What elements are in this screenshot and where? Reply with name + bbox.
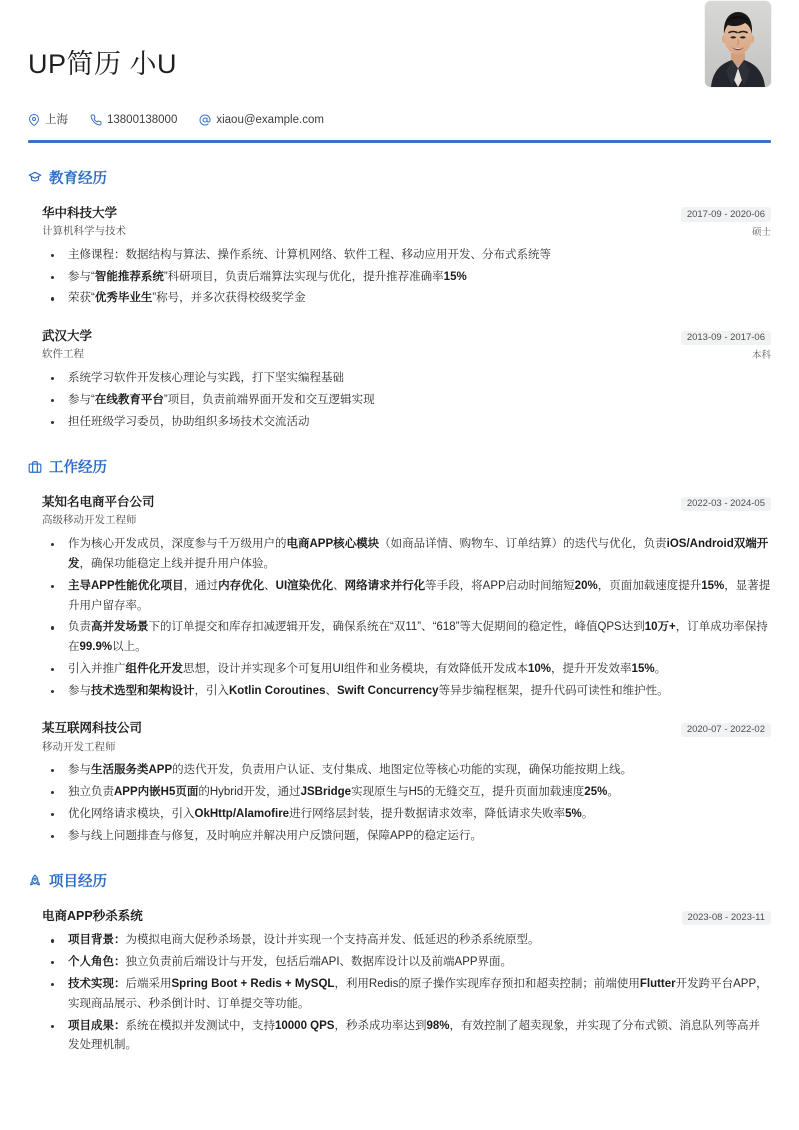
section-header-education [28, 167, 771, 188]
entry-identity [42, 907, 670, 925]
contact-location-text: 上海 [45, 113, 68, 126]
section-education [28, 167, 771, 432]
bullet-list [42, 369, 771, 432]
entry-header [42, 327, 771, 363]
bullet-item: 项目成果：系统在模拟并发测试中，支持10000 QPS，秒杀成功率达到98%，有效控制了超卖现象，并实现了分布式锁、消息队列等高并发处理机制。 [42, 1017, 771, 1057]
section-header-work [28, 456, 771, 477]
entry-identity [42, 493, 669, 529]
entry-organization: 武汉大学 [42, 329, 93, 344]
entry-role: 计算机科学与技术 [42, 225, 126, 238]
entry-meta [669, 719, 771, 737]
entry-role: 软件工程 [42, 348, 84, 361]
date-badge: 2020-07 - 2022-02 [681, 723, 771, 738]
entry-role: 移动开发工程师 [42, 740, 116, 753]
entry-organization: 华中科技大学 [42, 205, 118, 220]
contact-row [28, 114, 771, 126]
date-badge: 2013-09 - 2017-06 [681, 331, 771, 346]
entry-organization: 某知名电商平台公司 [42, 495, 155, 510]
contact-phone [90, 114, 177, 126]
bullet-item: 参与线上问题排查与修复，及时响应并解决用户反馈问题，保障APP的稳定运行。 [42, 827, 771, 847]
rocket-icon [28, 874, 42, 888]
bullet-list [42, 535, 771, 701]
entry-work-1 [28, 719, 771, 846]
bullet-item: 个人角色：独立负责前后端设计与开发，包括后端API、数据库设计以及前端APP界面。 [42, 953, 771, 973]
contact-email-text: xiaou@example.com [216, 113, 324, 126]
phone-icon [90, 114, 102, 126]
bullet-list [42, 761, 771, 846]
avatar [705, 1, 771, 87]
entry-identity [42, 204, 669, 240]
resume-sections [28, 167, 771, 1056]
entry-work-0 [28, 493, 771, 701]
date-badge: 2023-08 - 2023-11 [682, 911, 771, 926]
section-title: 项目经历 [49, 874, 107, 891]
entry-projects-0 [28, 907, 771, 1056]
entry-meta [669, 493, 771, 511]
contact-location [28, 114, 68, 126]
bullet-list [42, 246, 771, 309]
section-title: 教育经历 [49, 170, 107, 187]
degree-label: 本科 [751, 350, 771, 362]
entry-role: 高级移动开发工程师 [42, 514, 137, 527]
briefcase-icon [28, 460, 42, 474]
contact-email [199, 114, 324, 126]
bullet-item: 独立负责APP内嵌H5页面的Hybrid开发，通过JSBridge实现原生与H5的无缝交互，提升页面加载速度25%。 [42, 783, 771, 803]
bullet-item: 参与“智能推荐系统”科研项目，负责后端算法实现与优化，提升推荐准确率15% [42, 268, 771, 288]
contact-phone-text: 13800138000 [107, 113, 178, 126]
email-at-icon [199, 114, 211, 126]
entry-identity [42, 327, 669, 363]
resume-header [28, 0, 771, 143]
entry-education-1 [28, 327, 771, 432]
section-title: 工作经历 [49, 460, 107, 477]
bullet-item: 主导APP性能优化项目，通过内存优化、UI渲染优化、网络请求并行化等手段，将APP启动时间缩短20%，页面加载速度提升15%，显著提升用户留存率。 [42, 577, 771, 617]
entry-organization: 某互联网科技公司 [42, 721, 143, 736]
bullet-item: 系统学习软件开发核心理论与实践，打下坚实编程基础 [42, 369, 771, 389]
section-work [28, 456, 771, 846]
entry-organization: 电商APP秒杀系统 [42, 909, 143, 924]
bullet-item: 荣获“优秀毕业生”称号，并多次获得校级奖学金 [42, 289, 771, 309]
date-badge: 2022-03 - 2024-05 [681, 497, 771, 512]
bullet-item: 参与技术选型和架构设计，引入Kotlin Coroutines、Swift Concurrency等异步编程框架，提升代码可读性和维护性。 [42, 682, 771, 702]
bullet-item: 优化网络请求模块，引入OkHttp/Alamofire进行网络层封装，提升数据请求效率，降低请求失败率5%。 [42, 805, 771, 825]
entry-meta [670, 907, 771, 925]
degree-label: 硕士 [751, 226, 771, 238]
entry-header [42, 719, 771, 755]
section-projects [28, 870, 771, 1056]
section-header-projects [28, 870, 771, 891]
entry-education-0 [28, 204, 771, 309]
bullet-item: 参与“在线教育平台”项目，负责前端界面开发和交互逻辑实现 [42, 391, 771, 411]
bullet-item: 作为核心开发成员，深度参与千万级用户的电商APP核心模块（如商品详情、购物车、订单结算）的迭代与优化，负责iOS/Android双端开发，确保功能稳定上线并提升用户体验。 [42, 535, 771, 575]
entry-identity [42, 719, 669, 755]
bullet-item: 引入并推广组件化开发思想，设计并实现多个可复用UI组件和业务模块，有效降低开发成本10%，提升开发效率15%。 [42, 660, 771, 680]
entry-header [42, 493, 771, 529]
bullet-item: 技术实现：后端采用Spring Boot + Redis + MySQL，利用Redis的原子操作实现库存预扣和超卖控制；前端使用Flutter开发跨平台APP，实现商品展示、秒杀倒计时、订单提交等功能。 [42, 975, 771, 1015]
entry-header [42, 907, 771, 925]
bullet-item: 参与生活服务类APP的迭代开发，负责用户认证、支付集成、地图定位等核心功能的实现，确保功能按期上线。 [42, 761, 771, 781]
bullet-item: 负责高并发场景下的订单提交和库存扣减逻辑开发，确保系统在“双11”、“618”等大促期间的稳定性，峰值QPS达到10万+，订单成功率保持在99.9%以上。 [42, 618, 771, 658]
date-badge: 2017-09 - 2020-06 [681, 207, 771, 222]
bullet-item: 担任班级学习委员，协助组织多场技术交流活动 [42, 413, 771, 433]
entry-meta [669, 327, 771, 361]
bullet-list [42, 931, 771, 1056]
page-title: UP简历 小U [28, 49, 178, 79]
entry-header [42, 204, 771, 240]
graduation-cap-icon [28, 170, 42, 184]
entry-meta [669, 204, 771, 238]
bullet-item: 项目背景：为模拟电商大促秒杀场景，设计并实现一个支持高并发、低延迟的秒杀系统原型。 [42, 931, 771, 951]
bullet-item: 主修课程：数据结构与算法、操作系统、计算机网络、软件工程、移动应用开发、分布式系统等 [42, 246, 771, 266]
location-pin-icon [28, 114, 40, 126]
header-divider [28, 140, 771, 143]
